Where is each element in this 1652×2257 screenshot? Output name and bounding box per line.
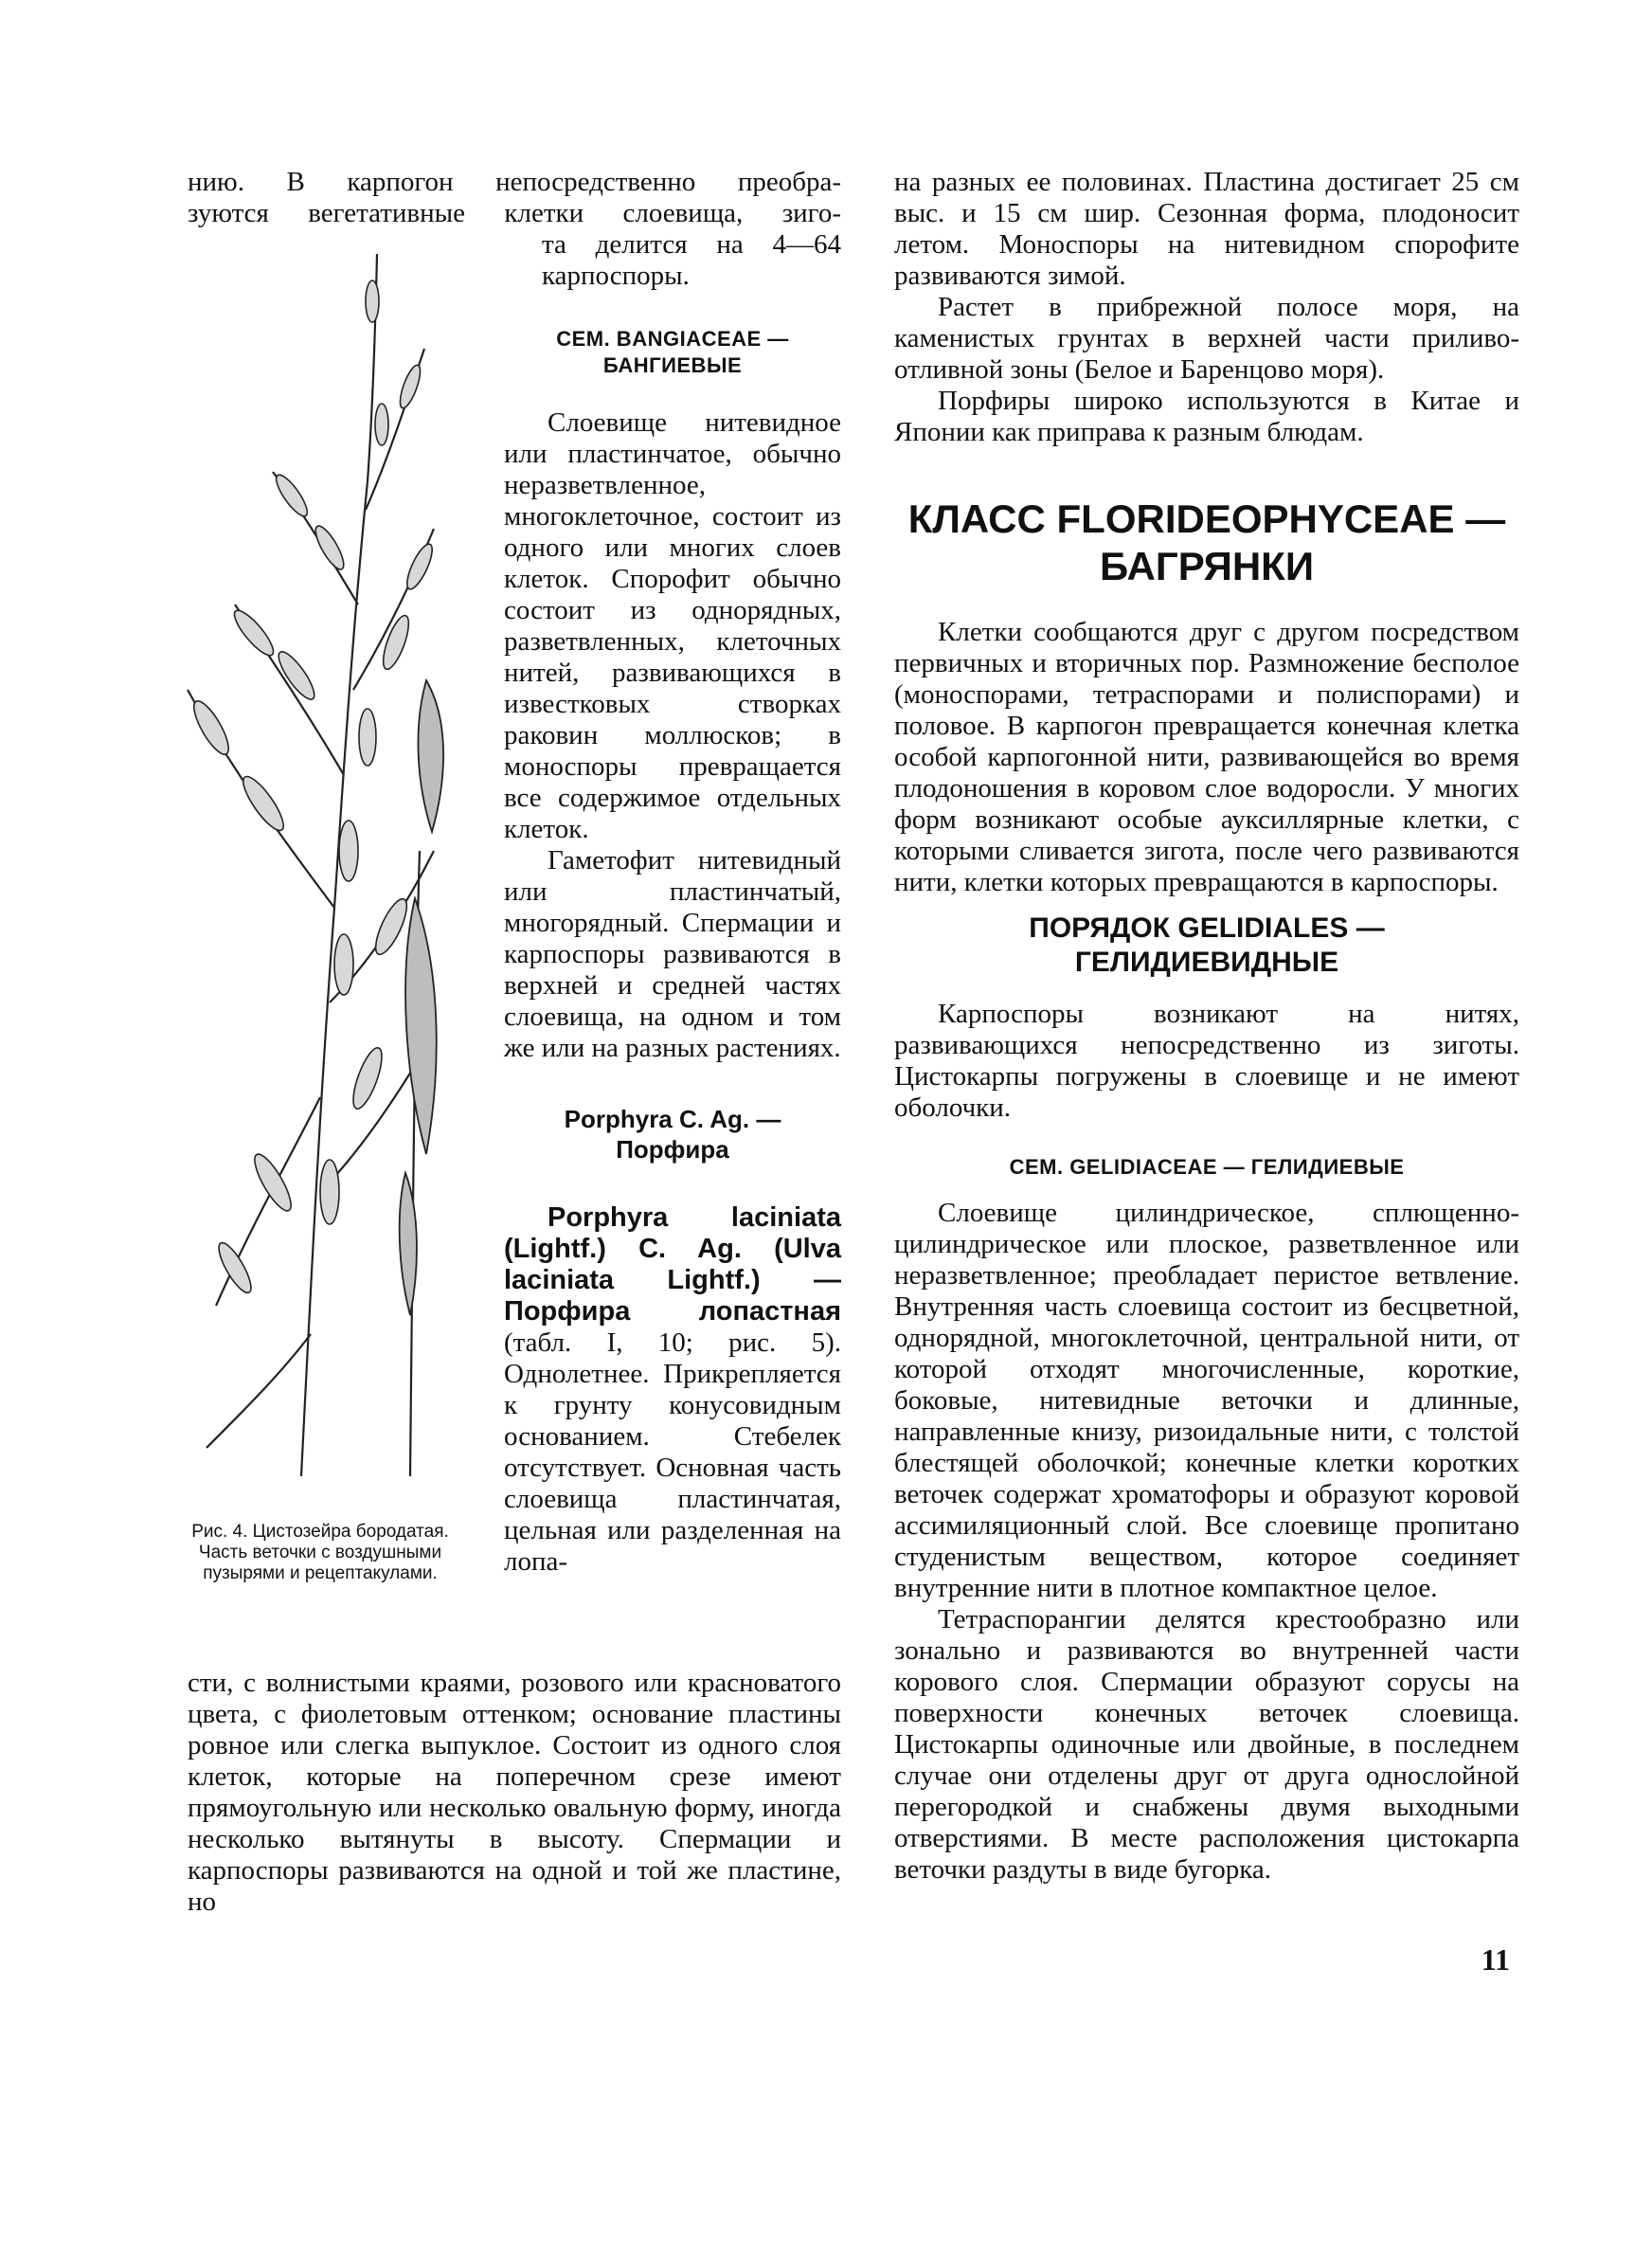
class-text: Клетки сообщаются друг с другом посредством первичных и вторичных пор. Размножение бесполое (моноспорами, тетраспорами и полиспорами) и половое. В карпогон превращается конечная клетка особой карпогонной нити, развивающейся во время плодоношения в коровом слое водоросли. У многих форм возникают особые ауксиллярные клетки, с которыми сливается зигота, после чего развиваются нити, клетки которых превращаются в карпоспоры. bbox=[894, 617, 1519, 897]
cystoseira-illustration bbox=[178, 244, 491, 1514]
porphyra-heading bbox=[504, 1104, 841, 1165]
left-intro bbox=[188, 167, 841, 229]
species-continuation: сти, с волнистыми краями, розового или красноватого цвета, с фиолетовым оттенком; основание пластины ровное или слегка выпуклое. Состоит из одного слоя клеток, которые на поперечном срезе имеют прямоугольную или несколько овальную форму, иногда несколько вытянуты в высоту. Спермации и карпоспоры развиваются на одной и той же пластине, но bbox=[188, 1668, 841, 1917]
left-bottom-text bbox=[188, 1668, 841, 1918]
main-stem bbox=[188, 254, 434, 1476]
order-heading: ПОРЯДОК GELIDIALES — ГЕЛИДИЕВИДНЫЕ bbox=[1029, 912, 1385, 978]
porphyra-continuation: на разных ее половинах. Пластина достигает 25 см выс. и 15 см шир. Сезонная форма, плодоносит летом. Моноспоры на нитевидном спорофите развиваются зимой. bbox=[894, 167, 1519, 291]
page-number: 11 bbox=[1481, 1942, 1510, 1977]
species-text: Однолетнее. Прикрепляется к грунту конусовидным основанием. Стебелек отсутствует. Основная часть слоевища пластинчатая, цельная или разделенная на лопа- bbox=[504, 1359, 841, 1577]
right-column bbox=[894, 167, 1519, 1886]
porphyra-heading-line1: Porphyra C. Ag. — bbox=[564, 1105, 781, 1133]
figure-caption: Рис. 4. Цистозейра бородатая. Часть веточки с воздушными пузырями и рецептакулами. bbox=[191, 1522, 449, 1583]
receptacles bbox=[400, 680, 443, 1315]
class-heading bbox=[894, 496, 1519, 590]
habitat-text: Растет в прибрежной полосе моря, на каменистых грунтах в верхней части приливо-отливной зоны (Белое и Баренцово моря). bbox=[894, 292, 1519, 385]
species-ref: (табл. I, 10; рис. 5). bbox=[504, 1327, 841, 1358]
air-vesicles bbox=[188, 280, 437, 1296]
left-narrow-column bbox=[504, 229, 841, 1578]
bangiaceae-heading-line1: СЕМ. BANGIACEAE — bbox=[556, 327, 789, 351]
intro-line-2: зуются вегетативные клетки слоевища, зиго- bbox=[188, 198, 841, 228]
tetrasporangia-text: Тетраспорангии делятся крестообразно или зонально и развиваются во внутренней части корового слоя. Спермации образуют сорусы на поверхности конечных веточек слоевища. Цистокарпы одиночные или двойные, в последнем случае они отделены друг от друга однослойной перегородкой и снабжены двумя выходными отверстиями. В месте расположения цистокарпа веточки раздуты в виде бугорка. bbox=[894, 1604, 1519, 1885]
porphyra-heading-line2: Порфира bbox=[616, 1135, 729, 1164]
gelidiaceae-heading: СЕМ. GELIDIACEAE — ГЕЛИДИЕВЫЕ bbox=[1009, 1155, 1405, 1179]
species-name: Porphyra laciniata (Lightf.) C. Ag. (Ulva laciniata Lightf.) — Порфира лопастная bbox=[504, 1202, 841, 1327]
bangiaceae-heading-line2: БАНГИЕВЫЕ bbox=[602, 353, 743, 377]
gelidiaceae-text: Слоевище цилиндрическое, сплющенно-цилиндрическое или плоское, разветвленное или неразветвленное; преобладает перистое ветвление. Внутренняя часть слоевища состоит из бесцветной, однорядной, многоклеточной, центральной нити, от которой отходят многочисленные, короткие, боковые, нитевидные веточки и длинные, направленные книзу, ризоидальные нити, с толстой блестящей оболочкой; конечные клетки коротких веточек содержат хроматофоры и образуют коровой ассимиляционный слой. Все слоевище пропитано студенистым веществом, которое соединяет внутренние нити в плотное компактное целое. bbox=[894, 1198, 1519, 1603]
intro-tail: та делится на 4—64 карпоспоры. bbox=[542, 229, 841, 291]
usage-text: Порфиры широко используются в Китае и Японии как приправа к разным блюдам. bbox=[894, 386, 1519, 447]
gametophyte-text: Гаметофит нитевидный или пластинчатый, многорядный. Спермации и карпоспоры развиваются в верхней и средней частях слоевища, на одном и том же или на разных растениях. bbox=[504, 845, 841, 1063]
species-paragraph bbox=[504, 1202, 841, 1578]
bangiaceae-heading bbox=[504, 326, 841, 379]
bangiaceae-text: Слоевище нитевидное или пластинчатое, обычно неразветвленное, многоклеточное, состоит из одного или многих слоев клеток. Спорофит обычно состоит из однорядных, разветвленных, клеточных нитей, развивающихся в известковых створках раковин моллюсков; в моноспоры превращается все содержимое отдельных клеток. bbox=[504, 407, 841, 844]
class-heading-line2: БАГРЯНКИ bbox=[1099, 544, 1315, 588]
class-heading-line1: КЛАСС FLORIDEOPHYCEAE — bbox=[907, 497, 1506, 541]
intro-line-1: нию. В карпогон непосредственно преобра- bbox=[188, 167, 841, 197]
order-text: Карпоспоры возникают на нитях, развивающихся непосредственно из зиготы. Цистокарпы погружены в слоевище и не имеют оболочки. bbox=[894, 999, 1519, 1123]
